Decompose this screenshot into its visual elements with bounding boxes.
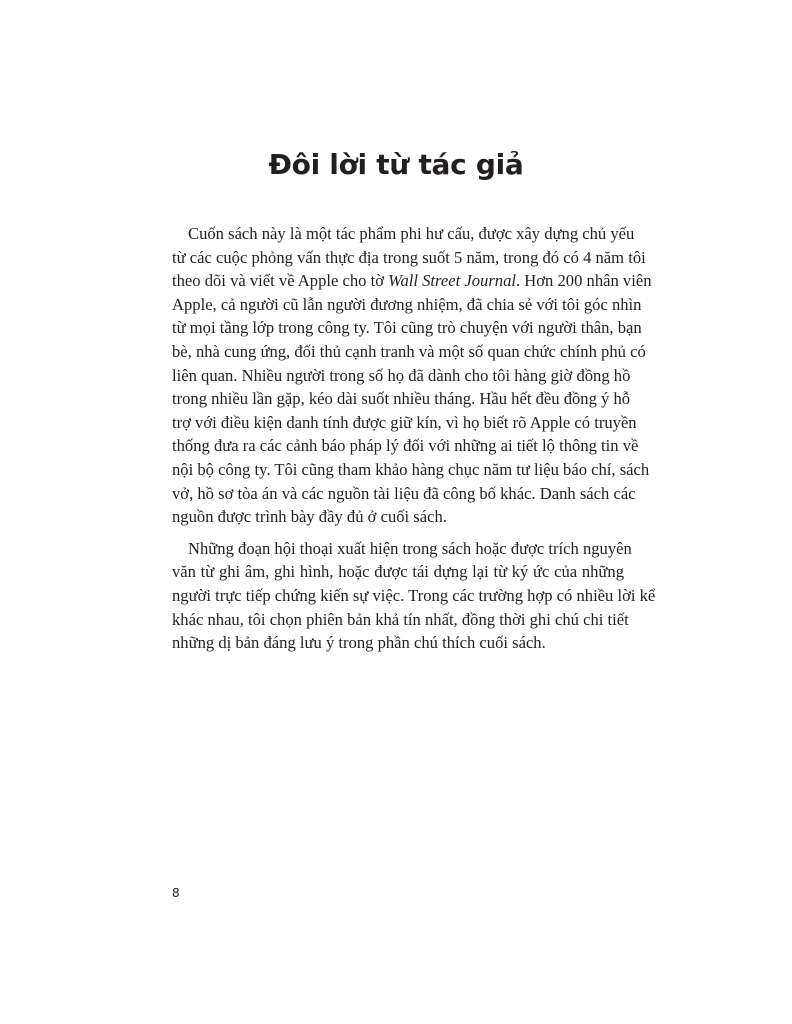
text-line: Cuốn sách này là một tác phẩm phi hư cấu, được xây dựng chủ yếu (188, 224, 635, 243)
text-line: thống đưa ra các cảnh báo pháp lý đối với những ai tiết lộ thông tin về (172, 436, 639, 456)
paragraph-2 (172, 537, 656, 655)
text-line: người trực tiếp chứng kiến sự việc. Trong các trường hợp có nhiều lời kể (172, 585, 656, 605)
text-line-with-italic (172, 269, 652, 293)
text-line: từ mọi tầng lớp trong công ty. Tôi cũng trò chuyện với người thân, bạn (172, 318, 642, 338)
text-line: văn từ ghi âm, ghi hình, hoặc được tái dựng lại từ ký ức của những (172, 562, 624, 582)
text-line: bè, nhà cung ứng, đối thủ cạnh tranh và một số quan chức chính phủ có (172, 341, 646, 361)
paragraph-1 (172, 222, 652, 529)
text-line: nguồn được trình bày đầy đủ ở cuối sách. (172, 507, 447, 527)
text-line: khác nhau, tôi chọn phiên bản khả tín nhất, đồng thời ghi chú chi tiết (172, 609, 629, 629)
text-line: những dị bản đáng lưu ý trong phần chú thích cuối sách. (172, 633, 546, 653)
text-segment: theo dõi và viết về Apple cho tờ (172, 271, 389, 291)
body-text (172, 222, 656, 663)
text-line: trong nhiều lần gặp, kéo dài suốt nhiều tháng. Hầu hết đều đồng ý hỗ (172, 389, 631, 409)
text-segment: . Hơn 200 nhân viên (515, 271, 652, 291)
text-line: trợ với điều kiện danh tính được giữ kín, vì họ biết rõ Apple có truyền (172, 412, 637, 432)
text-line: vở, hồ sơ tòa án và các nguồn tài liệu đã công bố khác. Danh sách các (172, 483, 636, 503)
text-line: Những đoạn hội thoại xuất hiện trong sách hoặc được trích nguyên (188, 538, 632, 558)
text-line: liên quan. Nhiều người trong số họ đã dành cho tôi hàng giờ đồng hồ (172, 365, 631, 385)
page-title: Đôi lời từ tác giả (268, 148, 524, 181)
page-number: 8 (172, 886, 180, 900)
text-line: nội bộ công ty. Tôi cũng tham khảo hàng chục năm tư liệu báo chí, sách (172, 459, 650, 479)
text-line: Apple, cả người cũ lẫn người đương nhiệm, đã chia sẻ với tôi góc nhìn (172, 294, 642, 314)
newspaper-title: Wall Street Journal (388, 271, 516, 291)
text-line: từ các cuộc phỏng vấn thực địa trong suốt 5 năm, trong đó có 4 năm tôi (172, 247, 646, 267)
